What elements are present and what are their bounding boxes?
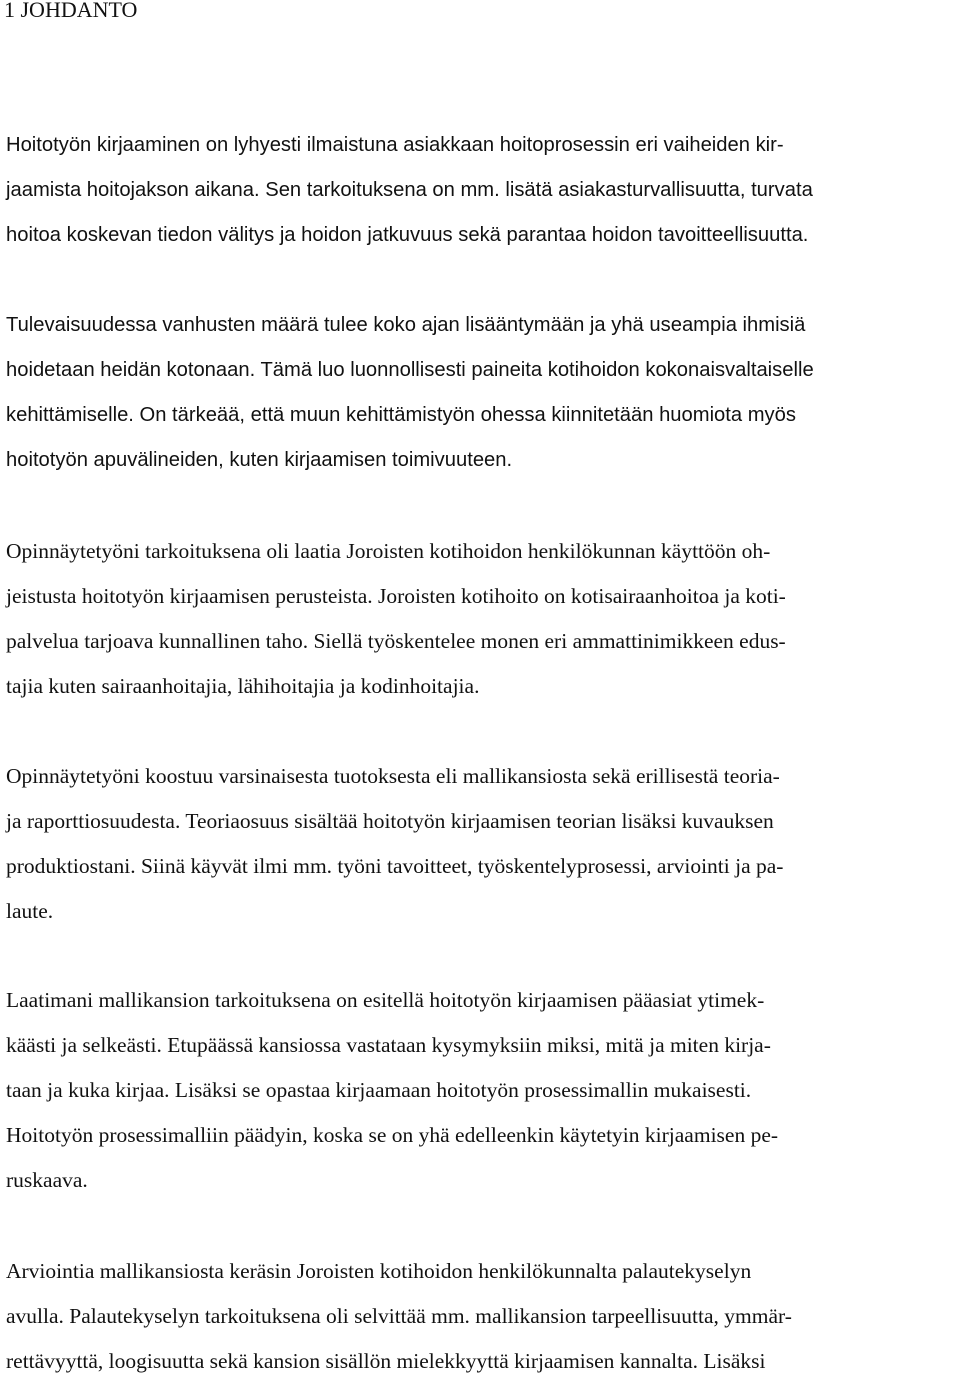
text-line: ja raporttiosuudesta. Teoriaosuus sisältää hoitotyön kirjaamisen teorian lisäksi kuvauksen <box>6 808 774 833</box>
text-line: Tulevaisuudessa vanhusten määrä tulee koko ajan lisääntymään ja yhä useampia ihmisiä <box>6 314 806 336</box>
text-line: laute. <box>6 898 54 923</box>
text-line: palvelua tarjoava kunnallinen taho. Siellä työskentelee monen eri ammattinimikkeen edus- <box>6 628 786 653</box>
text-line: hoitotyön apuvälineiden, kuten kirjaamisen toimivuuteen. <box>6 448 513 471</box>
text-line: ruskaava. <box>6 1167 88 1192</box>
paragraph-3 <box>6 529 786 709</box>
text-line: jaamista hoitojakson aikana. Sen tarkoituksena on mm. lisätä asiakasturvallisuutta, turvata <box>6 178 813 201</box>
paragraph-2 <box>6 303 814 483</box>
paragraph-1 <box>6 123 813 258</box>
text-line: tajia kuten sairaanhoitajia, lähihoitajia ja kodinhoitajia. <box>6 673 480 698</box>
paragraph-5 <box>6 978 778 1202</box>
chapter-heading: 1 JOHDANTO <box>4 0 138 22</box>
text-line: käästi ja selkeästi. Etupäässä kansiossa vastataan kysymyksiin miksi, mitä ja miten kirja- <box>6 1032 771 1057</box>
text-line: taan ja kuka kirjaa. Lisäksi se opastaa kirjaamaan hoitotyön prosessimallin mukaisesti. <box>6 1077 752 1102</box>
paragraph-4 <box>6 754 783 934</box>
text-line: jeistusta hoitotyön kirjaamisen perusteista. Joroisten kotihoito on kotisairaanhoitoa ja koti- <box>6 583 786 608</box>
text-line: Arviointia mallikansiosta keräsin Joroisten kotihoidon henkilökunnalta palautekyselyn <box>6 1259 752 1283</box>
text-line: rettävyyttä, loogisuutta sekä kansion sisällön mielekkyyttä kirjaamisen kannalta. Lisäksi <box>6 1348 766 1373</box>
text-line: avulla. Palautekyselyn tarkoituksena oli selvittää mm. mallikansion tarpeellisuutta, ymmär- <box>6 1303 792 1328</box>
text-line: hoitoa koskevan tiedon välitys ja hoidon jatkuvuus sekä parantaa hoidon tavoitteellisuutta. <box>6 223 809 246</box>
text-line: hoidetaan heidän kotonaan. Tämä luo luonnollisesti paineita kotihoidon kokonaisvaltaiselle <box>6 358 814 381</box>
text-line: Opinnäytetyöni tarkoituksena oli laatia Joroisten kotihoidon henkilökunnan käyttöön oh- <box>6 539 771 563</box>
text-line: Hoitotyön kirjaaminen on lyhyesti ilmaistuna asiakkaan hoitoprosessin eri vaiheiden kir- <box>6 134 784 156</box>
paragraph-6 <box>6 1249 792 1384</box>
text-line: Hoitotyön prosessimalliin päädyin, koska se on yhä edelleenkin käytetyin kirjaamisen pe- <box>6 1122 779 1147</box>
text-line: produktiostani. Siinä käyvät ilmi mm. työni tavoitteet, työskentelyprosessi, arviointi ja pa- <box>6 853 784 878</box>
text-line: Laatimani mallikansion tarkoituksena on esitellä hoitotyön kirjaamisen pääasiat ytimek- <box>6 988 765 1012</box>
text-line: Opinnäytetyöni koostuu varsinaisesta tuotoksesta eli mallikansiosta sekä erillisestä teoria- <box>6 764 780 788</box>
text-line: kehittämiselle. On tärkeää, että muun kehittämistyön ohessa kiinnitetään huomiota myös <box>6 403 796 426</box>
